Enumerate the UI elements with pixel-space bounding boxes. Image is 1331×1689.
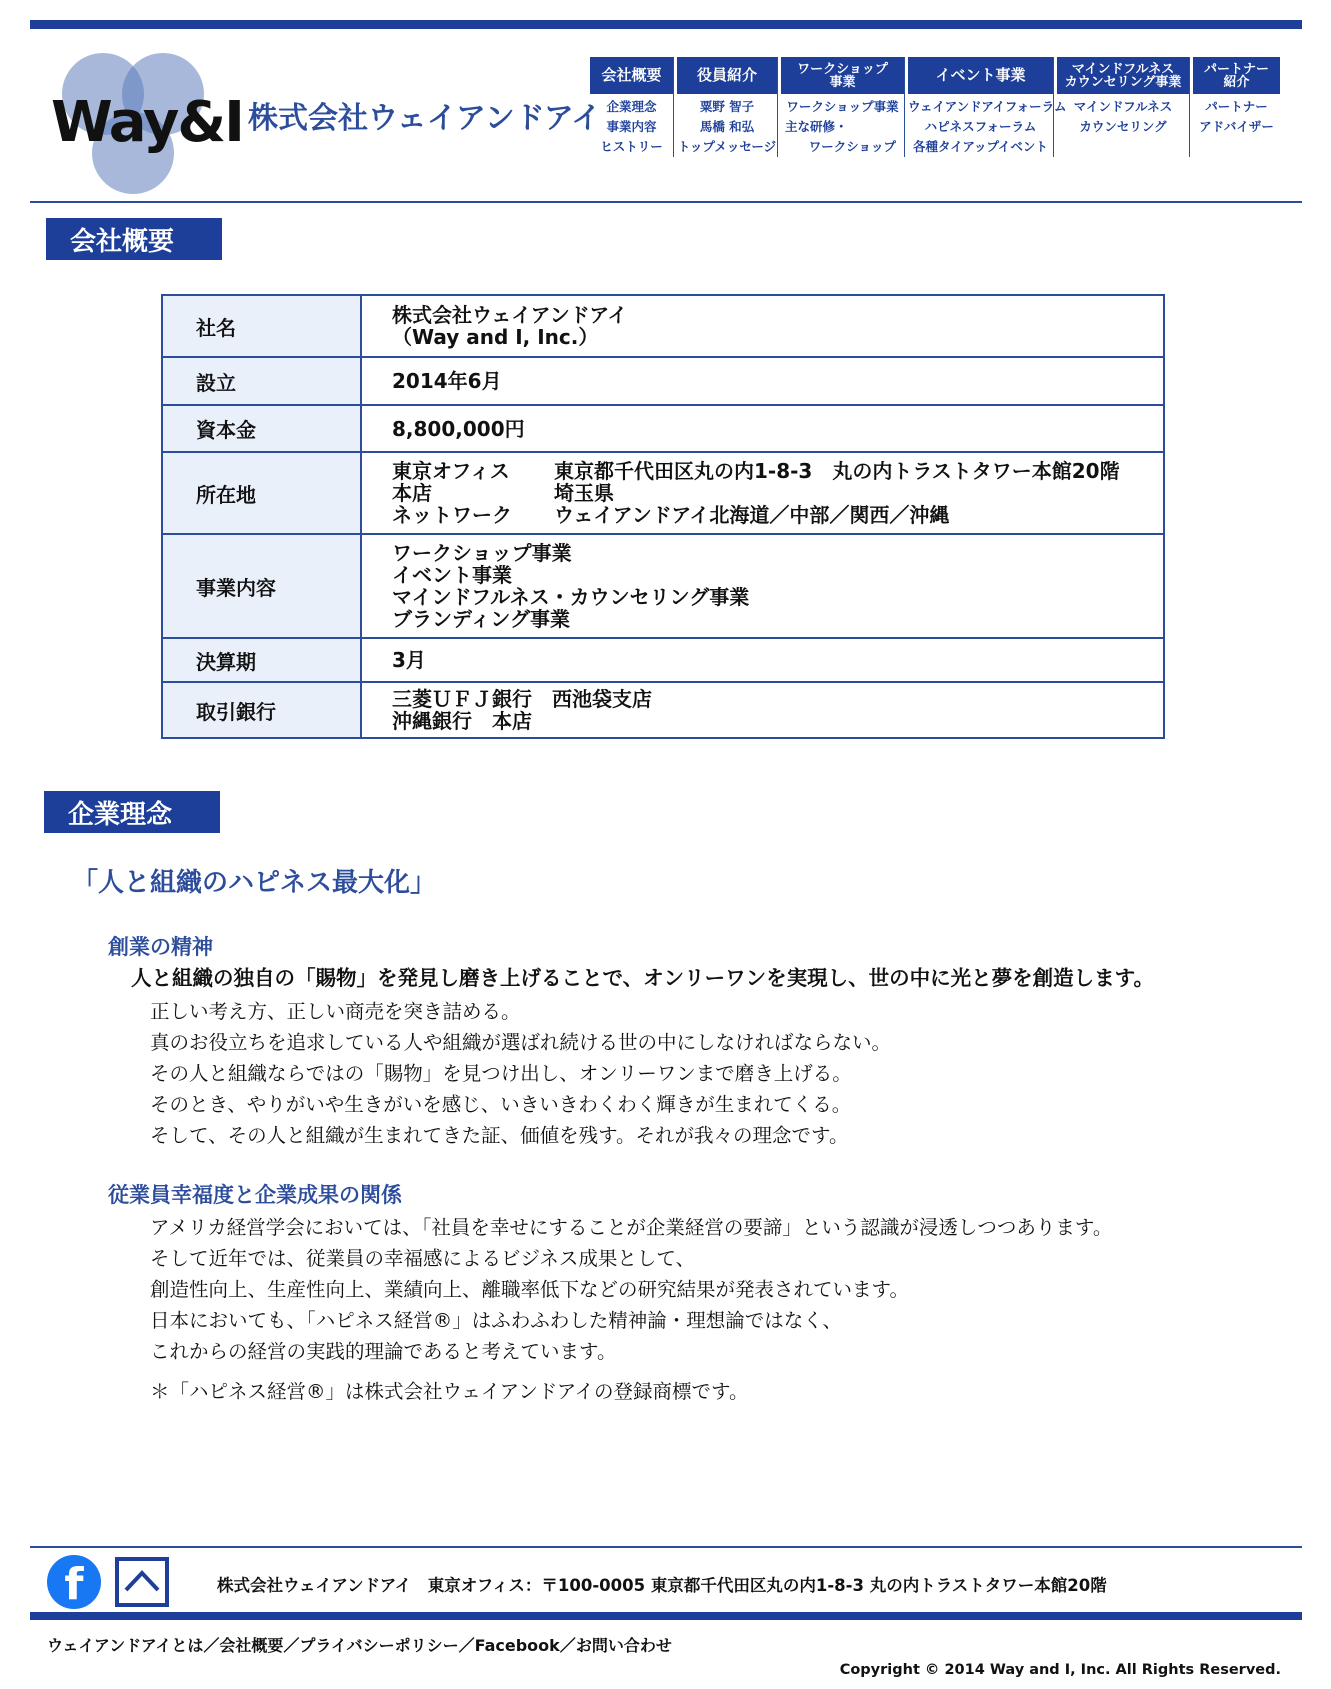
nav-link-happiness-forum[interactable]: ハピネスフォーラム [924, 119, 1037, 134]
company-overview-table [161, 294, 1165, 739]
nav-head-company[interactable]: 会社概要 [590, 57, 673, 94]
nav-link-advisor[interactable]: アドバイザー [1199, 119, 1274, 134]
nav-head-workshop[interactable]: ワークショップ 事業 [781, 57, 904, 94]
nav-menu-officers [677, 57, 778, 157]
link-separator: ／ [203, 1636, 220, 1655]
table-row [162, 405, 1164, 452]
nav-head-partners[interactable]: パートナー 紹介 [1193, 57, 1280, 94]
row-label: 設立 [162, 357, 361, 405]
nav-head-events[interactable]: イベント事業 [908, 57, 1053, 94]
nav-head-officers[interactable]: 役員紹介 [677, 57, 777, 94]
nav-link-forum[interactable]: ウェイアンドアイフォーラム [908, 99, 1067, 114]
footer-address: 株式会社ウェイアンドアイ 東京オフィス：〒100-0005 東京都千代田区丸の内1-8-3 丸の内トラストタワー本館20階 [217, 1576, 1107, 1595]
row-label: 事業内容 [162, 534, 361, 638]
row-value: 三菱ＵＦＪ銀行 西池袋支店 沖縄銀行 本店 [361, 682, 1164, 738]
nav-link-partner[interactable]: パートナー [1205, 99, 1268, 114]
footer-accent-bar [30, 1612, 1302, 1620]
row-value: 東京オフィス 東京都千代田区丸の内1-8-3 丸の内トラストタワー本館20階 本店 埼玉県 ネットワーク ウェイアンドアイ北海道／中部／関西／沖縄 [361, 452, 1164, 534]
row-value: 2014年6月 [361, 357, 1164, 405]
nav-link-tieup-events[interactable]: 各種タイアップイベント [913, 139, 1048, 154]
relation-heading: 従業員幸福度と企業成果の関係 [108, 1182, 402, 1207]
nav-menu-workshop [781, 57, 905, 157]
footer-link-facebook[interactable]: Facebook [474, 1636, 560, 1655]
spirit-paragraph: 正しい考え方、正しい商売を突き詰める。 真のお役立ちを追求している人や組織が選ばれ続ける世の中にしなければならない。 その人と組織ならではの「賜物」を見つけ出し、オンリーワンまで磨き上げる。 そのとき、やりがいや生きがいを感じ、いきいきわくわく輝きが生まれてくる。 そして、その人と組織が生まれてきた証、価値を残す。それが我々の理念です。 [150, 1000, 892, 1147]
top-accent-bar [30, 20, 1302, 29]
nav-link-officer-umahashi[interactable]: 馬橋 和弘 [699, 119, 755, 134]
nav-link-counseling[interactable]: カウンセリング [1079, 119, 1167, 134]
footer-divider [30, 1546, 1302, 1548]
footer-nav [47, 1633, 672, 1656]
link-separator: ／ [458, 1636, 475, 1655]
footer-link-contact[interactable]: お問い合わせ [575, 1636, 672, 1655]
spirit-heading: 創業の精神 [108, 934, 213, 959]
link-separator: ／ [559, 1636, 576, 1655]
nav-link-main-training[interactable]: 主な研修・ [785, 119, 848, 134]
nav-link-mindfulness[interactable]: マインドフルネス [1073, 99, 1173, 114]
footer-link-about[interactable]: ウェイアンドアイとは [47, 1636, 204, 1655]
nav-menu-mindfulness [1057, 57, 1190, 157]
nav-menu-partners [1193, 57, 1280, 157]
nav-head-mindfulness[interactable]: マインドフルネス カウンセリング事業 [1057, 57, 1189, 94]
table-row [162, 357, 1164, 405]
nav-link-officer-awano[interactable]: 粟野 智子 [699, 99, 755, 114]
nav-link-workshop-business[interactable]: ワークショップ事業 [786, 99, 899, 114]
section-heading-philosophy: 企業理念 [44, 791, 220, 833]
row-value: 3月 [361, 638, 1164, 682]
row-label: 取引銀行 [162, 682, 361, 738]
logo-wordmark: Way&I [51, 90, 244, 155]
table-row [162, 638, 1164, 682]
trademark-note: ＊「ハピネス経営®」は株式会社ウェイアンドアイの登録商標です。 [150, 1380, 749, 1403]
nav-link-workshop[interactable]: ワークショップ [808, 139, 896, 154]
footer-link-overview[interactable]: 会社概要 [219, 1636, 284, 1655]
footer-link-privacy[interactable]: プライバシーポリシー [299, 1636, 459, 1655]
nav-link-philosophy[interactable]: 企業理念 [606, 99, 657, 114]
section-heading-overview: 会社概要 [46, 218, 222, 260]
row-value: 8,800,000円 [361, 405, 1164, 452]
row-label: 社名 [162, 295, 361, 357]
row-label: 資本金 [162, 405, 361, 452]
nav-link-business[interactable]: 事業内容 [606, 119, 657, 134]
nav-menu-events [908, 57, 1067, 157]
link-separator: ／ [283, 1636, 300, 1655]
row-value: 株式会社ウェイアンドアイ （Way and I, Inc.） [361, 295, 1164, 357]
logo-company-name: 株式会社ウェイアンドアイ [248, 101, 602, 136]
table-row [162, 534, 1164, 638]
spirit-lead: 人と組織の独自の「賜物」を発見し磨き上げることで、オンリーワンを実現し、世の中に光と夢を創造します。 [131, 966, 1154, 990]
copyright: Copyright © 2014 Way and I, Inc. All Rights Reserved. [839, 1662, 1281, 1678]
nav-menu-company [590, 57, 674, 157]
facebook-icon[interactable]: f [47, 1555, 101, 1609]
header-divider [30, 201, 1302, 203]
scroll-to-top-icon[interactable] [115, 1557, 169, 1607]
nav-link-top-message[interactable]: トップメッセージ [677, 139, 777, 154]
row-label: 所在地 [162, 452, 361, 534]
relation-paragraph: アメリカ経営学会においては、「社員を幸せにすることが企業経営の要諦」という認識が浸透しつつあります。 そして近年では、従業員の幸福感によるビジネス成果として、 創造性向上、生産性向上、業績向上、離職率低下などの研究結果が発表されています。 日本においても、「ハピネス経営®」はふわふわした精神論・理想論ではなく、 これからの経営の実践的理論であると考えています。 [150, 1216, 1113, 1363]
table-row [162, 452, 1164, 534]
table-row [162, 682, 1164, 738]
row-label: 決算期 [162, 638, 361, 682]
site-logo[interactable] [45, 50, 602, 200]
table-row [162, 295, 1164, 357]
nav-link-history[interactable]: ヒストリー [600, 139, 663, 154]
corporate-motto: 「人と組織のハピネス最大化」 [72, 868, 437, 898]
row-value: ワークショップ事業 イベント事業 マインドフルネス・カウンセリング事業 ブランディング事業 [361, 534, 1164, 638]
